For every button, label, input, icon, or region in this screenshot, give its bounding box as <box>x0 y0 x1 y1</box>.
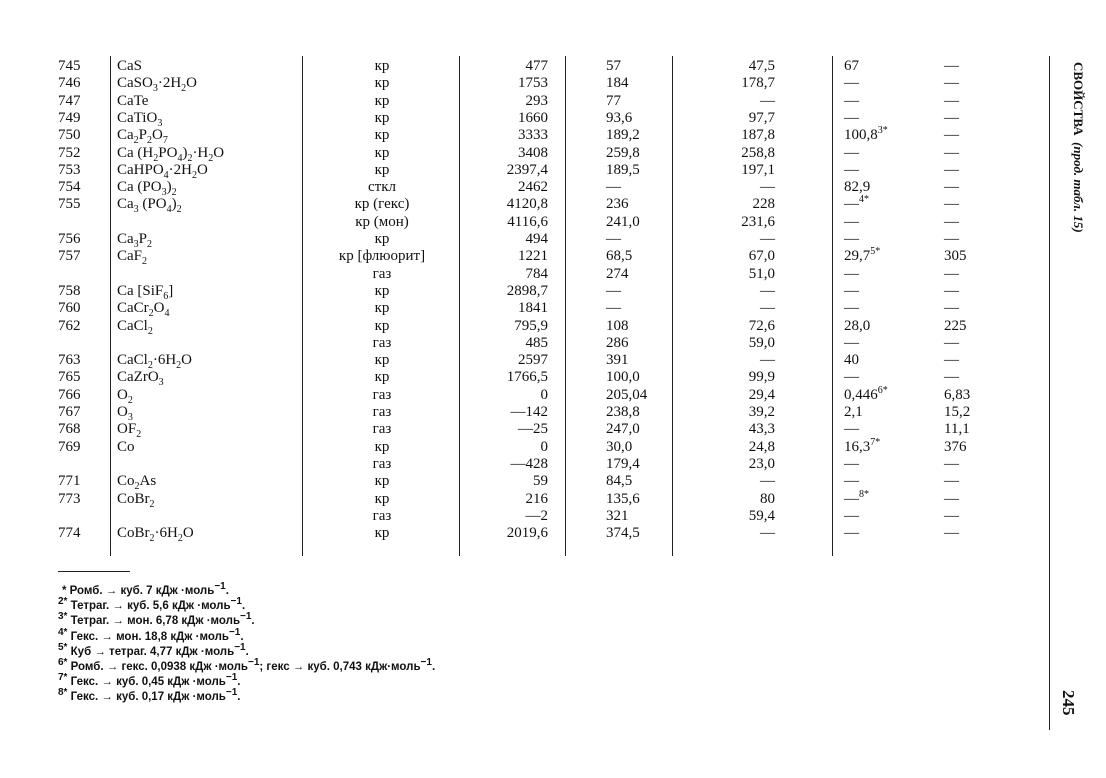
phase-state: кр <box>374 525 390 542</box>
phase-state: газ <box>372 386 392 403</box>
value-heat-capacity: — <box>760 282 775 299</box>
formula: $O_2$ <box>117 386 133 406</box>
entry-number: 752 <box>58 144 81 161</box>
entry-number: 773 <box>58 490 81 507</box>
entry-number: 753 <box>58 161 81 178</box>
value-extra: — <box>944 282 959 299</box>
value-heat-capacity: 23,0 <box>748 455 775 472</box>
value-transition: $0,446^{6*}$ <box>844 384 888 403</box>
value-extra: — <box>944 179 959 196</box>
formula: CaZrO$_3$ <box>117 369 164 389</box>
value-heat-capacity: 99,9 <box>748 369 775 386</box>
phase-state: газ <box>372 455 392 472</box>
formula: CoBr$_2$ <box>117 490 155 510</box>
formula: $Ca_3$ $(PO_4)_2$ <box>117 196 182 216</box>
value-extra: — <box>944 265 959 282</box>
column-rule <box>565 56 566 556</box>
value-heat-capacity: 178,7 <box>741 75 775 92</box>
value-entropy: 30,0 <box>606 438 633 455</box>
phase-state: кр <box>374 92 390 109</box>
value-enthalpy: 477 <box>525 58 548 74</box>
value-entropy: 205,04 <box>606 386 648 403</box>
formula: $O_3$ <box>117 404 133 423</box>
value-enthalpy: 216 <box>525 490 548 507</box>
entry-number: 766 <box>58 386 81 403</box>
phase-state: кр <box>374 473 390 490</box>
running-head <box>1068 62 1086 302</box>
value-entropy: 274 <box>606 265 629 282</box>
value-enthalpy: 2462 <box>518 179 548 196</box>
value-transition: — <box>844 213 859 230</box>
formula: $CoBr_2\cdot 6H_2O$ <box>117 525 194 545</box>
entry-number: 755 <box>58 196 81 213</box>
value-entropy: 259,8 <box>606 144 640 161</box>
phase-state: кр <box>374 161 390 178</box>
value-entropy: 247,0 <box>606 421 640 438</box>
value-enthalpy: —25 <box>518 421 548 438</box>
value-entropy: 321 <box>606 507 629 524</box>
entry-number: 750 <box>58 127 81 144</box>
value-transition: 28,0 <box>844 317 871 334</box>
value-entropy: 374,5 <box>606 525 640 542</box>
phase-state: сткл <box>368 179 396 196</box>
formula: $Ca_3P_2$ <box>117 231 153 250</box>
value-enthalpy: 795,9 <box>514 317 548 334</box>
entry-number: 757 <box>58 248 81 265</box>
value-enthalpy: 2898,7 <box>506 282 548 299</box>
entry-number: 754 <box>58 179 81 196</box>
phase-state: кр <box>374 231 390 247</box>
value-transition: $16,3^{7*}$ <box>844 436 881 455</box>
value-entropy: 238,8 <box>606 404 640 420</box>
value-extra: — <box>944 507 959 524</box>
value-heat-capacity: 59,0 <box>748 334 775 351</box>
value-heat-capacity: 228 <box>752 196 775 213</box>
formula: $OF_2$ <box>117 421 142 441</box>
column-rule <box>302 56 303 556</box>
value-extra: — <box>944 144 959 161</box>
value-transition: —$^{8*}$ <box>844 488 869 507</box>
phase-state: кр <box>374 438 390 455</box>
footnote: $^{2*}$ Тетраг. → куб. 5,6 кДж ·моль$^{-1}$. <box>58 596 246 613</box>
phase-state: газ <box>372 334 392 351</box>
value-enthalpy: 293 <box>525 92 548 109</box>
value-heat-capacity: — <box>760 352 775 369</box>
entry-number: 747 <box>58 92 81 109</box>
value-transition: — <box>844 455 859 472</box>
value-heat-capacity: — <box>760 300 775 317</box>
value-heat-capacity: — <box>760 179 775 196</box>
value-transition: — <box>844 92 859 109</box>
value-enthalpy: 3333 <box>518 127 548 144</box>
formula: Ca $(PO_3)_2$ <box>117 179 177 199</box>
value-entropy: — <box>606 231 621 247</box>
value-enthalpy: 0 <box>540 386 548 403</box>
value-heat-capacity: 80 <box>760 490 775 507</box>
value-transition: — <box>844 75 859 92</box>
value-extra: — <box>944 525 959 542</box>
value-enthalpy: —428 <box>510 455 548 472</box>
column-rule <box>459 56 460 556</box>
value-enthalpy: 1841 <box>518 300 548 317</box>
formula: $CaCl_2\cdot 6H_2O$ <box>117 352 193 372</box>
entry-number: 774 <box>58 525 81 542</box>
entry-number: 763 <box>58 352 81 369</box>
entry-number: 756 <box>58 231 81 247</box>
formula: $Ca_2P_2O_7$ <box>117 127 168 147</box>
value-entropy: 57 <box>606 58 621 74</box>
phase-state: газ <box>372 507 392 524</box>
value-extra: — <box>944 92 959 109</box>
entry-number: 771 <box>58 473 81 490</box>
column-rule <box>1049 56 1050 730</box>
value-heat-capacity: 59,4 <box>748 507 775 524</box>
value-transition: —$^{4*}$ <box>844 194 869 213</box>
value-extra: 225 <box>944 317 967 334</box>
value-heat-capacity: 29,4 <box>748 386 775 403</box>
phase-state: кр (мон) <box>355 213 409 230</box>
value-extra: 15,2 <box>944 404 971 420</box>
value-entropy: 189,5 <box>606 161 640 178</box>
phase-state: газ <box>372 404 392 420</box>
formula: $Co_2As$ <box>117 473 157 493</box>
value-extra: — <box>944 127 959 144</box>
value-heat-capacity: 72,6 <box>748 317 775 334</box>
value-transition: — <box>844 282 859 299</box>
value-extra: — <box>944 352 959 369</box>
footnote: $^{8*}$ Гекс. → куб. 0,17 кДж ·моль$^{-1}$. <box>58 687 241 704</box>
value-extra: — <box>944 300 959 317</box>
value-extra: — <box>944 334 959 351</box>
formula: Ca $(H_2PO_4)_2\cdot H_2O$ <box>117 144 225 164</box>
value-heat-capacity: — <box>760 473 775 490</box>
value-entropy: 135,6 <box>606 490 640 507</box>
value-extra: — <box>944 161 959 178</box>
formula: CaTe <box>117 92 149 109</box>
value-enthalpy: 59 <box>533 473 548 490</box>
phase-state: кр <box>374 75 390 92</box>
value-enthalpy: 1221 <box>518 248 548 265</box>
value-transition: — <box>844 334 859 351</box>
value-extra: — <box>944 369 959 386</box>
phase-state: кр <box>374 317 390 334</box>
value-entropy: 286 <box>606 334 629 351</box>
value-heat-capacity: 97,7 <box>748 109 775 126</box>
formula: CaF$_2$ <box>117 248 148 268</box>
entry-number: 767 <box>58 404 81 420</box>
value-heat-capacity: 187,8 <box>741 127 775 144</box>
value-entropy: 184 <box>606 75 629 92</box>
formula: CaTiO$_3$ <box>117 109 163 129</box>
value-entropy: 100,0 <box>606 369 640 386</box>
phase-state: кр <box>374 282 390 299</box>
formula: $CaCr_2O_4$ <box>117 300 170 320</box>
side-note: (прод. табл. 15) <box>1071 142 1086 233</box>
value-entropy: 108 <box>606 317 629 334</box>
footnote: $^{7*}$ Гекс. → куб. 0,45 кДж ·моль$^{-1}$. <box>58 672 241 689</box>
value-enthalpy: 2019,6 <box>506 525 548 542</box>
value-extra: — <box>944 490 959 507</box>
phase-state: кр (гекс) <box>354 196 410 213</box>
value-entropy: — <box>606 179 621 196</box>
value-entropy: 84,5 <box>606 473 633 490</box>
phase-state: кр <box>374 490 390 507</box>
value-transition: — <box>844 525 859 542</box>
phase-state: кр <box>374 109 390 126</box>
value-heat-capacity: 197,1 <box>741 161 775 178</box>
entry-number: 760 <box>58 300 81 317</box>
formula: Co <box>117 438 135 455</box>
value-extra: — <box>944 196 959 213</box>
phase-state: кр <box>374 300 390 317</box>
formula: $CaHPO_4\cdot 2H_2O$ <box>117 161 208 181</box>
value-enthalpy: 1660 <box>518 109 548 126</box>
formula: $CaSO_3\cdot 2H_2O$ <box>117 75 198 95</box>
footnote: $^{5*}$ Куб → тетраг. 4,77 кДж ·моль$^{-1}$. <box>58 641 249 658</box>
value-extra: 376 <box>944 438 967 455</box>
formula: Ca [SiF$_6$] <box>117 282 174 302</box>
value-transition: 82,9 <box>844 179 871 196</box>
phase-state: кр <box>374 144 390 161</box>
value-heat-capacity: 51,0 <box>748 265 775 282</box>
value-entropy: — <box>606 282 621 299</box>
entry-number: 758 <box>58 282 81 299</box>
value-enthalpy: 1766,5 <box>506 369 548 386</box>
value-extra: — <box>944 231 959 247</box>
value-heat-capacity: 43,3 <box>748 421 775 438</box>
column-rule <box>110 56 111 556</box>
value-extra: — <box>944 473 959 490</box>
entry-number: 745 <box>58 58 81 74</box>
value-extra: — <box>944 109 959 126</box>
value-transition: — <box>844 507 859 524</box>
value-heat-capacity: — <box>760 231 775 247</box>
value-entropy: 391 <box>606 352 629 369</box>
value-entropy: 179,4 <box>606 455 640 472</box>
value-transition: $100,8^{3*}$ <box>844 125 888 144</box>
phase-state: кр [флюорит] <box>338 248 426 265</box>
value-enthalpy: —2 <box>525 507 548 524</box>
entry-number: 769 <box>58 438 81 455</box>
value-heat-capacity: 258,8 <box>741 144 775 161</box>
phase-state: кр <box>374 127 390 144</box>
phase-state: газ <box>372 421 392 438</box>
value-enthalpy: 0 <box>540 438 548 455</box>
footnote: $^{4*}$ Гекс. → мон. 18,8 кДж ·моль$^{-1}$. <box>58 626 244 643</box>
formula: CaS <box>117 58 143 74</box>
column-rule <box>832 56 833 556</box>
value-extra: — <box>944 213 959 230</box>
value-enthalpy: 784 <box>525 265 548 282</box>
value-extra: 305 <box>944 248 967 265</box>
value-transition: 2,1 <box>844 404 863 420</box>
value-transition: — <box>844 161 859 178</box>
value-heat-capacity: — <box>760 92 775 109</box>
value-entropy: 77 <box>606 92 621 109</box>
value-transition: — <box>844 473 859 490</box>
value-entropy: 68,5 <box>606 248 633 265</box>
value-heat-capacity: 47,5 <box>748 58 775 74</box>
value-transition: — <box>844 109 859 126</box>
value-transition: — <box>844 231 859 247</box>
footnote: * Ромб. → куб. 7 кДж ·моль$^{-1}$. <box>62 581 229 597</box>
value-entropy: 236 <box>606 196 629 213</box>
value-entropy: — <box>606 300 621 317</box>
value-transition: 67 <box>844 58 859 74</box>
value-heat-capacity: 67,0 <box>748 248 775 265</box>
value-heat-capacity: 24,8 <box>748 438 775 455</box>
value-enthalpy: 494 <box>525 231 548 247</box>
value-heat-capacity: — <box>760 525 775 542</box>
value-enthalpy: 3408 <box>518 144 548 161</box>
value-heat-capacity: 39,2 <box>748 404 775 420</box>
value-enthalpy: 1753 <box>518 75 548 92</box>
value-enthalpy: 4116,6 <box>507 213 548 230</box>
footnote: $^{6*}$ Ромб. → гекс. 0,0938 кДж ·моль$^{-1}$; гекс → куб. 0,743 кДж·моль$^{-1}$. <box>58 657 436 673</box>
value-transition: — <box>844 265 859 282</box>
value-enthalpy: —142 <box>510 404 548 420</box>
phase-state: газ <box>372 265 392 282</box>
value-heat-capacity: 231,6 <box>741 213 775 230</box>
footnote-divider <box>58 571 130 572</box>
entry-number: 765 <box>58 369 81 386</box>
value-extra: — <box>944 58 959 74</box>
value-entropy: 93,6 <box>606 109 633 126</box>
value-enthalpy: 485 <box>525 334 548 351</box>
value-enthalpy: 2597 <box>518 352 548 369</box>
value-extra: 6,83 <box>944 386 971 403</box>
value-enthalpy: 2397,4 <box>506 161 548 178</box>
value-entropy: 241,0 <box>606 213 640 230</box>
value-transition: — <box>844 421 859 438</box>
entry-number: 762 <box>58 317 81 334</box>
entry-number: 746 <box>58 75 81 92</box>
value-extra: 11,1 <box>944 421 970 438</box>
side-title: СВОЙСТВА <box>1071 62 1086 136</box>
value-transition: — <box>844 300 859 317</box>
value-transition: — <box>844 144 859 161</box>
value-transition: — <box>844 369 859 386</box>
value-entropy: 189,2 <box>606 127 640 144</box>
value-extra: — <box>944 455 959 472</box>
formula: CaCl$_2$ <box>117 317 153 337</box>
value-transition: $29,7^{5*}$ <box>844 246 881 265</box>
entry-number: 749 <box>58 109 81 126</box>
footnote: $^{3*}$ Тетраг. → мон. 6,78 кДж ·моль$^{-1}$. <box>58 611 255 628</box>
value-enthalpy: 4120,8 <box>506 196 548 213</box>
page-number: 245 <box>1059 690 1078 716</box>
entry-number: 768 <box>58 421 81 438</box>
phase-state: кр <box>374 58 390 74</box>
phase-state: кр <box>374 369 390 386</box>
value-extra: — <box>944 75 959 92</box>
value-transition: 40 <box>844 352 859 369</box>
phase-state: кр <box>374 352 390 369</box>
